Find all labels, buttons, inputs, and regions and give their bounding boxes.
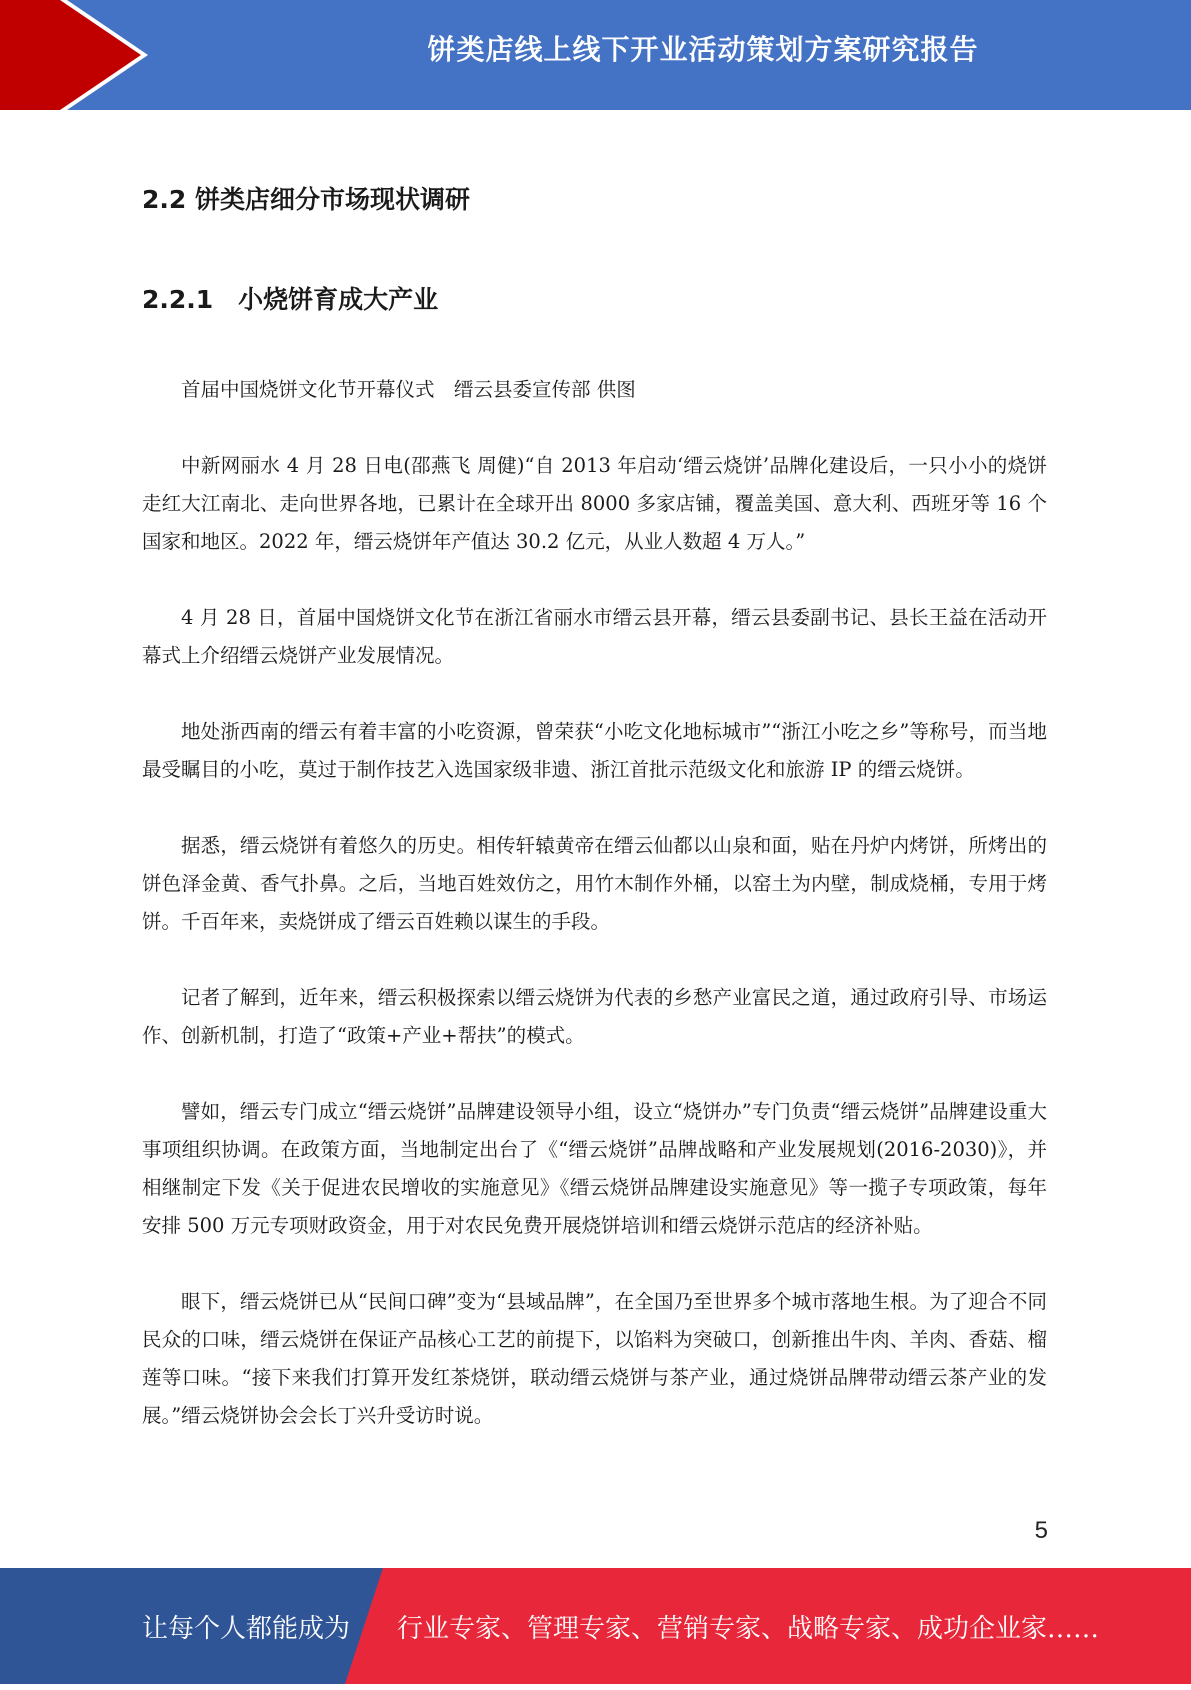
page-footer	[0, 1568, 1191, 1684]
paragraph: 记者了解到，近年来，缙云积极探索以缙云烧饼为代表的乡愁产业富民之道，通过政府引导、市场运作、创新机制，打造了“政策+产业+帮扶”的模式。	[142, 986, 1047, 1047]
paragraph: 4 月 28 日，首届中国烧饼文化节在浙江省丽水市缙云县开幕，缙云县委副书记、县长王益在活动开幕式上介绍缙云烧饼产业发展情况。	[142, 606, 1047, 667]
page-number: 5	[1034, 1517, 1048, 1544]
paragraph-photo-caption: 首届中国烧饼文化节开幕仪式 缙云县委宣传部 供图	[181, 378, 636, 401]
footer-slogan-roles: 行业专家、管理专家、营销专家、战略专家、成功企业家……	[397, 1614, 1100, 1644]
subsection-heading: 2.2.1 小烧饼育成大产业	[142, 285, 439, 314]
page-content	[142, 175, 1047, 1473]
page-header	[0, 0, 1191, 110]
paragraph: 眼下，缙云烧饼已从“民间口碑”变为“县域品牌”，在全国乃至世界多个城市落地生根。为了迎合不同民众的口味，缙云烧饼在保证产品核心工艺的前提下，以馅料为突破口，创新推出牛肉、羊肉、香菇、榴莲等口味。“接下来我们打算开发红茶烧饼，联动缙云烧饼与茶产业，通过烧饼品牌带动缙云茶产业的发展。”缙云烧饼协会会长丁兴升受访时说。	[142, 1290, 1047, 1427]
paragraph: 据悉，缙云烧饼有着悠久的历史。相传轩辕黄帝在缙云仙都以山泉和面，贴在丹炉内烤饼，所烤出的饼色泽金黄、香气扑鼻。之后，当地百姓效仿之，用竹木制作外桶，以窑土为内壁，制成烧桶，专用于烤饼。千百年来，卖烧饼成了缙云百姓赖以谋生的手段。	[142, 834, 1047, 933]
paragraph: 譬如，缙云专门成立“缙云烧饼”品牌建设领导小组，设立“烧饼办”专门负责“缙云烧饼”品牌建设重大事项组织协调。在政策方面，当地制定出台了《“缙云烧饼”品牌战略和产业发展规划(2016-2030)》，并相继制定下发《关于促进农民增收的实施意见》《缙云烧饼品牌建设实施意见》等一揽子专项政策，每年安排 500 万元专项财政资金，用于对农民免费开展烧饼培训和缙云烧饼示范店的经济补贴。	[142, 1100, 1047, 1237]
document-title: 饼类店线上线下开业活动策划方案研究报告	[427, 33, 979, 66]
section-heading: 2.2 饼类店细分市场现状调研	[142, 185, 470, 214]
footer-slogan-lead: 让每个人都能成为	[142, 1614, 351, 1644]
paragraph: 地处浙西南的缙云有着丰富的小吃资源，曾荣获“小吃文化地标城市”“浙江小吃之乡”等称号，而当地最受瞩目的小吃，莫过于制作技艺入选国家级非遗、浙江首批示范级文化和旅游 IP 的缙云烧饼。	[142, 720, 1047, 781]
paragraph: 中新网丽水 4 月 28 日电(邵燕飞 周健)“自 2013 年启动‘缙云烧饼’品牌化建设后，一只小小的烧饼走红大江南北、走向世界各地，已累计在全球开出 8000 多家店铺，覆盖美国、意大利、西班牙等 16 个国家和地区。2022 年，缙云烧饼年产值达 30.2 亿元，从业人数超 4 万人。”	[142, 454, 1047, 553]
